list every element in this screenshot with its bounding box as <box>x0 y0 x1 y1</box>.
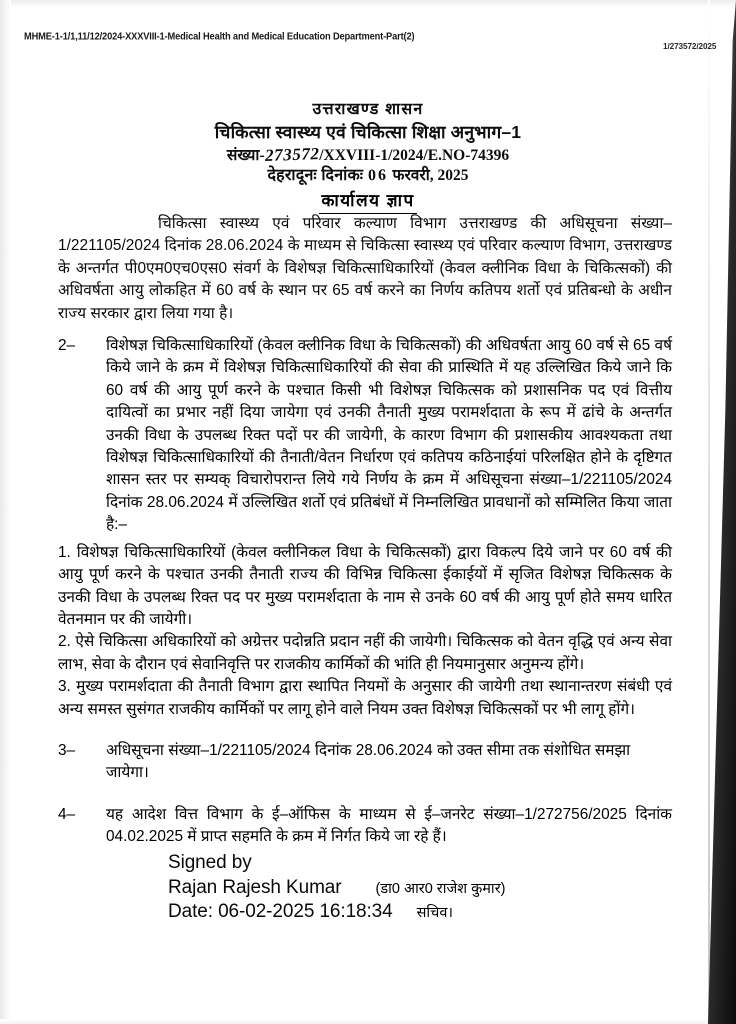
scan-edge-bottom <box>0 1019 736 1024</box>
spacer <box>58 785 672 804</box>
letter-number-label: संख्या- <box>226 146 265 164</box>
provision-item-1: 1. विशेषज्ञ चिकित्साधिकारियों (केवल क्लीनिकल विधा के चिकित्सकों) द्वारा विकल्प दिये जाने पर 60 वर्ष की आयु पूर्ण करने के पश्चात उनकी तैनाती राज्य की विभिन्न चिकित्सा ईकाईयों में सृजित विशेषज्ञ चिकित्सक के उनकी विधा के उपलब्ध रिक्त पद पर मुख्य परामर्शदाता के नाम से उनके 60 वर्ष की आयु पूर्ण होते समय धारित वेतनमान पर की जायेगी। <box>58 543 672 628</box>
paragraph-4-marker: 4– <box>58 805 76 823</box>
signer-name-hindi: (डा0 आर0 राजेश कुमार) <box>375 880 506 897</box>
digital-signature-block <box>168 851 505 925</box>
paragraph-2-marker: 2– <box>58 337 76 355</box>
paragraph-3-text: अधिसूचना संख्या–1/221105/2024 दिनांक 28.06.2024 को उक्त सीमा तक संशोधित समझा जायेगा। <box>106 741 631 782</box>
provision-item-3: 3. मुख्य परामर्शदाता की तैनाती विभाग द्वारा स्थापित नियमों के अनुसार की जायेगी तथा स्थानान्तरण संबंधी एवं अन्य समस्त सुसंगत राजकीय कार्मिकों पर लागू होने वाले नियम उक्त विशेषज्ञ चिकित्सकों पर भी लागू होंगे। <box>58 678 672 718</box>
place-date-line <box>0 166 736 187</box>
letter-number-line <box>0 144 736 167</box>
paragraph-4 <box>58 804 672 849</box>
paragraph-1 <box>58 213 672 325</box>
paragraph-3-marker: 3– <box>58 741 76 759</box>
memo-heading-wrap <box>0 187 736 214</box>
government-name: उत्तराखण्ड शासन <box>312 101 424 118</box>
document-reference-header: MHME-1-1/1,11/12/2024-XXXVIII-1-Medical Health and Medical Education Department-Part(2) <box>24 31 415 42</box>
date-month-year: फरवरी, 2025 <box>392 167 469 185</box>
document-reference-number: 1/273572/2025 <box>663 42 717 51</box>
provision-item-2: 2. ऐसे चिकित्सा अधिकारियों को अग्रेत्तर पदोन्नति प्रदान नहीं की जायेगी। चिकित्सक को वेतन वृद्धि एवं अन्य सेवा लाभ, सेवा के दौरान एवं सेवानिवृत्ति पर राजकीय कार्मिकों की भांति ही नियमानुसार अनुमन्य होंगे। <box>58 633 672 673</box>
signature-date: Date: 06-02-2025 16:18:34 <box>168 901 393 923</box>
paragraph-1-text: चिकित्सा स्वास्थ्य एवं परिवार कल्याण विभाग उत्तराखण्ड की अधिसूचना संख्या–1/221105/2024 दिनांक 28.06.2024 के माध्यम से चिकित्सा स्वास्थ्य एवं परिवार कल्याण विभाग, उत्तराखण्ड के अन्तर्गत पी0एम0एच0एस0 संवर्ग के विशेषज्ञ चिकित्साधिकारियों (केवल क्लीनिक विधा के चिकित्सकों) की अधिवर्षता आयु लोकहित में 60 वर्ष के स्थान पर 65 वर्ष करने का निर्णय कतिपय शर्तो एवं प्रतिबन्धो के अधीन राज्य सरकार द्वारा लिया गया है। <box>58 215 672 322</box>
signed-by-label: Signed by <box>168 852 252 873</box>
memo-heading: कार्यालय ज्ञाप <box>319 190 416 214</box>
scan-edge-top <box>0 0 736 7</box>
spacer <box>58 721 672 740</box>
date-handwritten: 06 <box>367 167 389 185</box>
letter-number-rest: /XXVIII-1/2024/E.NO-74396 <box>319 146 510 164</box>
signer-name: Rajan Rajesh Kumar <box>168 876 342 898</box>
signer-designation: सचिव। <box>416 905 453 922</box>
paragraph-2-text: विशेषज्ञ चिकित्साधिकारियों (केवल क्लीनिक विधा के चिकित्सकों) की अधिवर्षता आयु 60 वर्ष से 65 वर्ष किये जाने के क्रम में विशेषज्ञ चिकित्साधिकारियों की सेवा की प्रास्थिति में यह उल्लिखित किये जाने कि 60 वर्ष की आयु पूर्ण करने के पश्चात किसी भी विशेषज्ञ चिकित्सक को प्रशासनिक पद एवं वित्तीय दायित्वों का प्रभार नहीं दिया जायेगा एवं उनकी तैनाती मुख्य परामर्शदाता के रूप में ढांचे के अन्तर्गत उनकी विधा के उपलब्ध रिक्त पदों पर की जायेगी, के कारण विभाग की प्रशासकीय आवश्यकता तथा विशेषज्ञ चिकित्साधिकारियों की तैनाती/वेतन निर्धारण एवं कतिपय कठिनाईयां परिलक्षित होने के दृष्टिगत शासन स्तर पर सम्यक् विचारोपरान्त लिये गये निर्णय के क्रम में अधिसूचना संख्या–1/221105/2024 दिनांक 28.06.2024 में उल्लिखित शर्तो एवं प्रतिबंधों में निम्नलिखित प्रावधानों को सम्मिलित किया जाता है:– <box>106 337 672 534</box>
place-date-label: देहरादूनः दिनांकः <box>267 167 364 185</box>
spacer <box>58 325 672 335</box>
letter-number-handwritten: 273572 <box>264 143 320 165</box>
paragraph-3 <box>58 740 672 785</box>
letterhead-title-block <box>0 100 736 214</box>
document-body <box>58 213 672 849</box>
department-name: चिकित्सा स्वास्थ्य एवं चिकित्सा शिक्षा अनुभाग–1 <box>214 121 522 142</box>
signature-date-row <box>168 900 505 925</box>
paragraph-4-text: यह आदेश वित्त विभाग के ई–ऑफिस के माध्यम से ई–जनरेट संख्या–1/272756/2025 दिनांक 04.02.2025 में प्राप्त सहमति के क्रम में निर्गत किये जा रहे हैं। <box>106 805 672 846</box>
signer-name-row <box>168 876 505 901</box>
paragraph-2 <box>58 335 672 537</box>
